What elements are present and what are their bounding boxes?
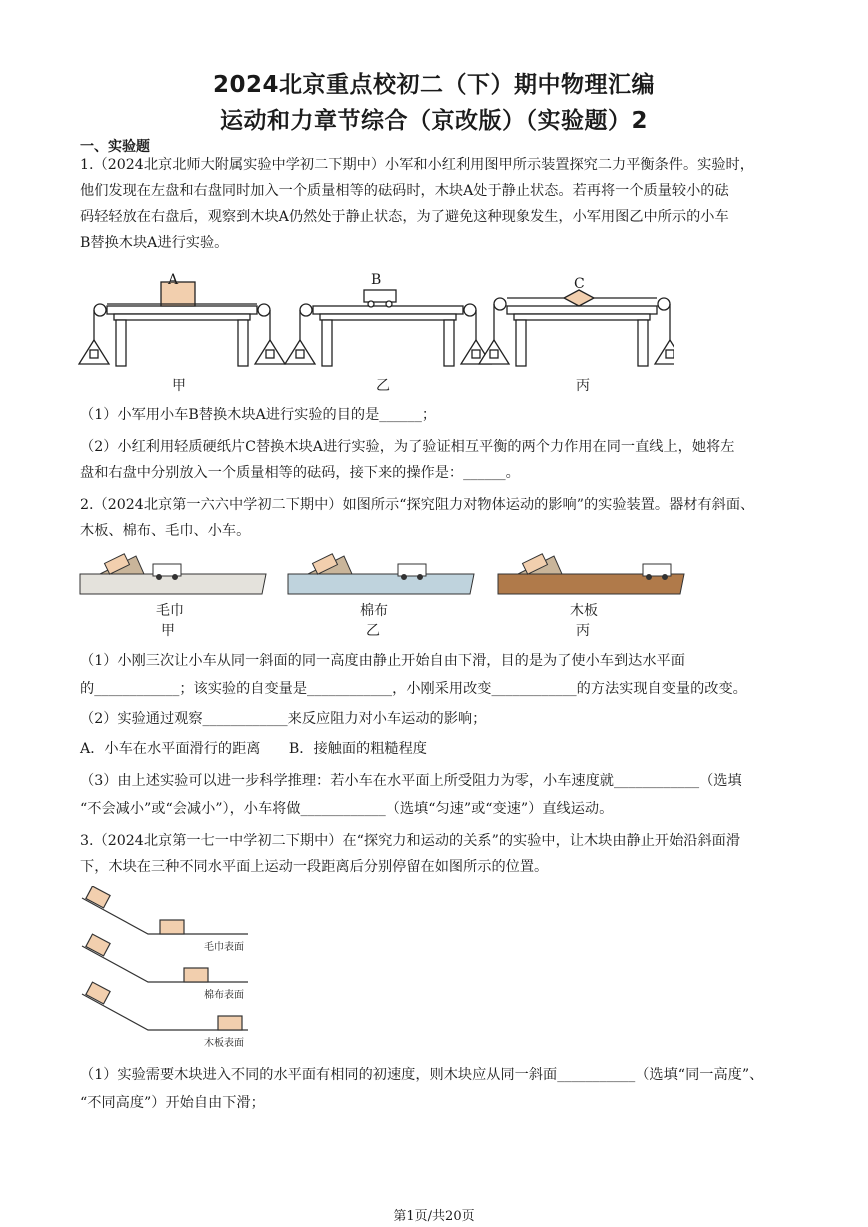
q3-label-towel: 毛巾表面 <box>204 942 244 953</box>
page-footer: 第1页/共20页 <box>393 1209 475 1224</box>
q2-figure-surfaces <box>78 550 688 600</box>
q3-figure-ramps <box>78 886 278 1056</box>
q1-label-b: B <box>371 272 382 288</box>
q2-sub2: （2）实验通过观察____________来反应阻力对小车运动的影响； <box>80 711 487 727</box>
surface-cotton <box>288 574 474 594</box>
table-yi <box>285 290 491 366</box>
q2-sub1-line2: 的____________；该实验的自变量是____________，小刚采用改变____________的方法实现自变量的改变。 <box>80 681 747 697</box>
page-title: 2024北京重点校初二（下）期中物理汇编 <box>212 72 655 98</box>
q2-sub3-line1: （3）由上述实验可以进一步科学推理：若小车在水平面上所受阻力为零，小车速度就____________（选填 <box>80 773 742 789</box>
q1-text-line4: B替换木块A进行实验。 <box>80 235 229 251</box>
q3-text-line2: 下，木块在三种不同水平面上运动一段距离后分别停留在如图所示的位置。 <box>80 859 549 875</box>
q1-label-yi: 乙 <box>376 378 390 394</box>
q2-label-bing: 丙 <box>576 623 590 639</box>
q1-sub1: （1）小军用小车B替换木块A进行实验的目的是______； <box>80 407 437 423</box>
q3-label-wood: 木板表面 <box>204 1038 244 1049</box>
q3-label-cotton: 棉布表面 <box>204 990 244 1001</box>
q2-sub3-line2: “不会减小”或“会减小”），小车将做____________（选填“匀速”或“变速”）直线运动。 <box>80 801 614 817</box>
q3-text-line1: 3.（2024北京第一七一中学初二下期中）在“探究力和运动的关系”的实验中，让木块由静止开始沿斜面滑 <box>80 833 741 849</box>
q2-text-line1: 2.（2024北京第一六六中学初二下期中）如图所示“探究阻力对物体运动的影响”的实验装置。器材有斜面、 <box>80 497 755 513</box>
q3-sub1-line1: （1）实验需要木块进入不同的水平面有相同的初速度，则木块应从同一斜面___________（选填“同一高度”、 <box>80 1067 764 1083</box>
surface-wood <box>498 574 684 594</box>
q1-text-line3: 码轻轻放在右盘后，观察到木块A仍然处于静止状态，为了避免这种现象发生，小军用图乙中所示的小车 <box>80 209 729 225</box>
q2-label-wood: 木板 <box>570 603 598 619</box>
page-subtitle: 运动和力章节综合（京改版）（实验题）2 <box>219 108 648 134</box>
section-heading: 一、实验题 <box>80 139 150 155</box>
q1-text-line2: 他们发现在左盘和右盘同时加入一个质量相等的砝码时，木块A处于静止状态。若再将一个质量较小的砝 <box>80 183 729 199</box>
q3-sub1-line2: “不同高度”）开始自由下滑； <box>80 1095 265 1111</box>
q1-label-c: C <box>574 276 585 292</box>
q2-label-towel: 毛巾 <box>156 603 184 619</box>
table-bing <box>479 290 674 366</box>
q2-label-cotton: 棉布 <box>360 603 388 619</box>
q1-sub2-line2: 盘和右盘中分别放入一个质量相等的砝码，接下来的操作是：______。 <box>80 465 520 481</box>
q1-text-line1: 1.（2024北京北师大附属实验中学初二下期中）小军和小红利用图甲所示装置探究二力平衡条件。实验时， <box>80 157 754 173</box>
table-jia <box>79 282 285 366</box>
q2-label-jia: 甲 <box>161 623 175 639</box>
q1-label-a: A <box>168 272 179 288</box>
q2-label-yi: 乙 <box>366 623 380 639</box>
q1-sub2-line1: （2）小红利用轻质硬纸片C替换木块A进行实验，为了验证相互平衡的两个力作用在同一直线上，她将左 <box>80 439 735 455</box>
q2-text-line2: 木板、棉布、毛巾、小车。 <box>80 523 251 539</box>
q2-options: A．小车在水平面滑行的距离 B．接触面的粗糙程度 <box>80 741 427 757</box>
q2-sub1-line1: （1）小刚三次让小车从同一斜面的同一高度由静止开始自由下滑，目的是为了使小车到达水平面 <box>80 653 685 669</box>
q1-label-jia: 甲 <box>172 378 186 394</box>
q1-label-bing: 丙 <box>576 378 590 394</box>
